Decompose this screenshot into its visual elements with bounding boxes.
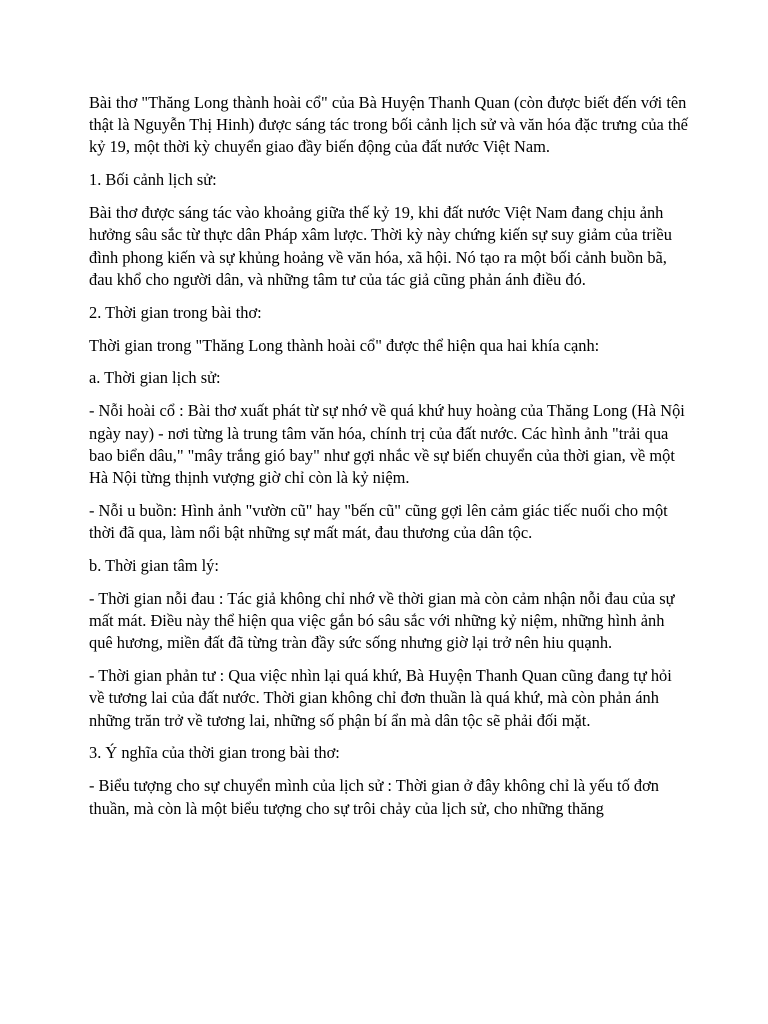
reflection-time-paragraph: - Thời gian phản tư : Qua việc nhìn lại quá khứ, Bà Huyện Thanh Quan cũng đang tự hỏi về tương lai của đất nước. Thời gian không chỉ đơn thuần là quá khứ, mà còn phản ánh những trăn trở về tương lai, những số phận bí ẩn mà dân tộc sẽ phải đối mặt. [89, 666, 672, 730]
sorrow-paragraph: - Nỗi u buồn: Hình ảnh "vườn cũ" hay "bến cũ" cũng gợi lên cảm giác tiếc nuối cho một thời đã qua, làm nổi bật những sự mất mát, đau thương của dân tộc. [89, 500, 668, 543]
section-heading-historical-context: 1. Bối cảnh lịch sử: [89, 170, 217, 190]
subheading-historical-time: a. Thời gian lịch sử: [89, 368, 221, 388]
section-heading-time-in-poem: 2. Thời gian trong bài thơ: [89, 302, 262, 322]
subheading-psychological-time: b. Thời gian tâm lý: [89, 555, 219, 575]
document-body [89, 92, 689, 830]
section-heading-meaning-of-time: 3. Ý nghĩa của thời gian trong bài thơ: [89, 743, 340, 763]
intro-paragraph: Bài thơ "Thăng Long thành hoài cổ" của Bà Huyện Thanh Quan (còn được biết đến với tên thật là Nguyễn Thị Hinh) được sáng tác trong bối cảnh lịch sử và văn hóa đặc trưng của thế kỷ 19, một thời kỳ chuyển giao đầy biến động của đất nước Việt Nam. [89, 93, 688, 157]
historical-context-paragraph: Bài thơ được sáng tác vào khoảng giữa thế kỷ 19, khi đất nước Việt Nam đang chịu ảnh hưởng sâu sắc từ thực dân Pháp xâm lược. Thời kỳ này chứng kiến sự suy giảm của triều đình phong kiến và sự khủng hoảng về văn hóa, xã hội. Nó tạo ra một bối cảnh buồn bã, đau khổ cho người dân, và những tâm tư của tác giả cũng phản ánh điều đó. [89, 203, 672, 289]
nostalgia-paragraph: - Nỗi hoài cổ : Bài thơ xuất phát từ sự nhớ về quá khứ huy hoàng của Thăng Long (Hà Nội ngày nay) - nơi từng là trung tâm văn hóa, chính trị của đất nước. Các hình ảnh "trải qua bao biển dâu," "mây trắng gió bay" như gợi nhắc về sự biến chuyển của thời gian, về một Hà Nội từng thịnh vượng giờ chỉ còn là kỷ niệm. [89, 401, 685, 487]
history-symbol-paragraph: - Biểu tượng cho sự chuyển mình của lịch sử : Thời gian ở đây không chỉ là yếu tố đơn thuần, mà còn là một biểu tượng cho sự trôi chảy của lịch sử, cho những thăng [89, 776, 659, 818]
time-aspects-paragraph: Thời gian trong "Thăng Long thành hoài cổ" được thể hiện qua hai khía cạnh: [89, 335, 600, 355]
pain-time-paragraph: - Thời gian nỗi đau : Tác giả không chỉ nhớ về thời gian mà còn cảm nhận nỗi đau của sự mất mát. Điều này thể hiện qua việc gắn bó sâu sắc với những kỷ niệm, những hình ảnh quê hương, miền đất đã từng tràn đầy sức sống nhưng giờ lại trở nên hiu quạnh. [89, 588, 675, 653]
